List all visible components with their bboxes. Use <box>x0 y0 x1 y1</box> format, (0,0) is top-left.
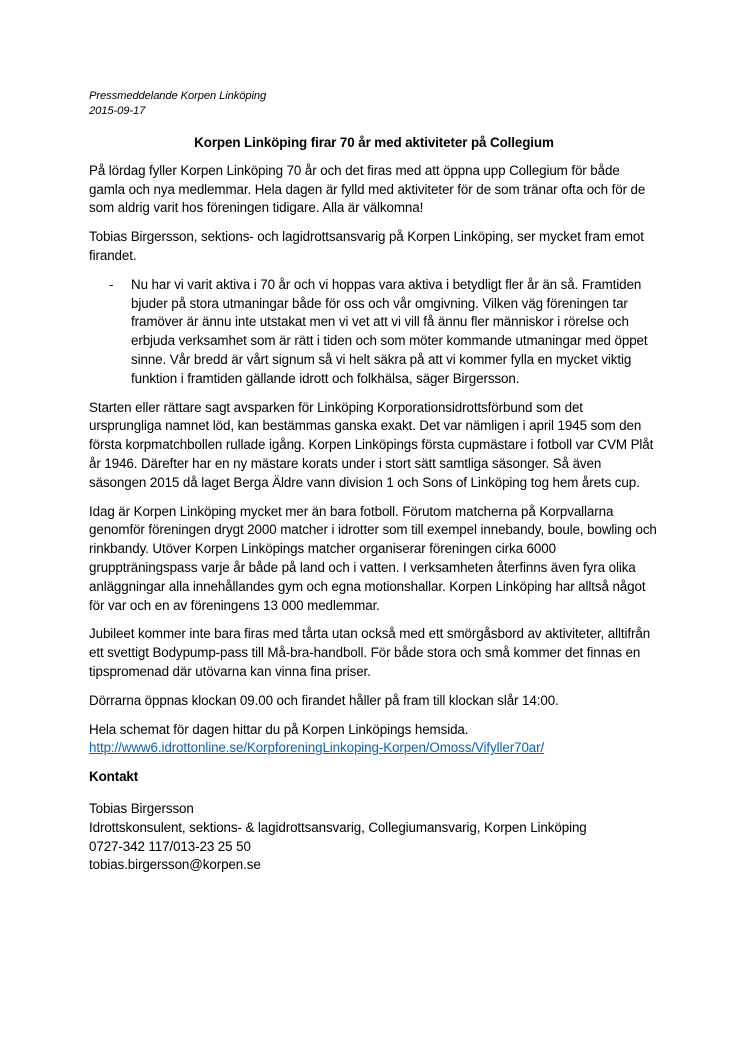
document-body <box>89 89 659 875</box>
intro-paragraph: På lördag fyller Korpen Linköping 70 år och det firas med att öppna upp Collegium för både gamla och nya medlemmar. Hela dagen är fylld med aktiviteter för de som tränar ofta och för de som aldrig varit hos föreningen tidigare. Alla är välkomna! <box>89 162 646 216</box>
quote-block <box>89 276 659 389</box>
press-release-label: Pressmeddelande Korpen Linköping <box>89 90 267 102</box>
contact-role: Idrottskonsulent, sektions- & lagidrottsansvarig, Collegiumansvarig, Korpen Linköping <box>89 819 587 835</box>
contact-block <box>89 800 659 875</box>
history-paragraph: Starten eller rättare sagt avsparken för Linköping Korporationsidrottsförbund som det ursprungliga namnet löd, kan bestämmas ganska exakt. Det var nämligen i april 1945 som den första korpmatchbollen rullade igång. Korpen Linköpings första cupmästare i fotboll var CVM Plåt år 1946. Därefter har en ny mästare korats under i stort sätt samtliga säsonger. Så även säsongen 2015 då laget Berga Äldre vann division 1 och Sons of Linköping tog hem årets cup. <box>89 399 654 490</box>
today-paragraph: Idag är Korpen Linköping mycket mer än bara fotboll. Förutom matcherna på Korpvallarna genomför föreningen drygt 2000 matcher i idrotter som till exempel innebandy, boule, bowling och rinkbandy. Utöver Korpen Linköpings matcher organiserar föreningen cirka 6000 gruppträningspass varje år både på land och i vatten. I verksamheten återfinns även fyra olika anläggningar alla innehållandes gym och egna motionshallar. Korpen Linköping har alltså något för var och en av föreningens 13 000 medlemmar. <box>89 503 657 613</box>
lead-paragraph: Tobias Birgersson, sektions- och lagidrottsansvarig på Korpen Linköping, ser mycket fram emot firandet. <box>89 229 644 263</box>
quote-text: Nu har vi varit aktiva i 70 år och vi hoppas vara aktiva i betydligt fler år än så. Framtiden bjuder på stora utmaningar både för oss och vår omgivning. Vilken väg föreningen tar framöver är ännu inte utstakat men vi vet att vi vill få ännu fler människor i rörelse och erbjuda verksamhet som är rätt i tiden och som möter kommande utmaningar med öppet sinne. Vår bredd är vårt signum så vi helt säkra på att vi kommer fylla en mycket viktig funktion i framtiden gällande idrott och folkhälsa, säger Birgersson. <box>131 276 648 386</box>
schedule-paragraph <box>89 721 659 759</box>
contact-heading: Kontakt <box>89 769 139 785</box>
jubilee-paragraph: Jubileet kommer inte bara firas med tårta utan också med ett smörgåsbord av aktiviteter, alltifrån ett svettigt Bodypump-pass till Må-bra-handboll. För både stora och små kommer det finnas en tipspromenad där utövarna kan vinna fina priser. <box>89 626 651 679</box>
press-release-header <box>89 89 659 119</box>
contact-email[interactable]: tobias.birgersson@korpen.se <box>89 857 261 873</box>
schedule-link[interactable]: http://www6.idrottonline.se/KorpforeningLinkoping-Korpen/Omoss/Vifyller70ar/ <box>89 740 545 756</box>
quote-dash-marker: - <box>109 276 114 292</box>
contact-name: Tobias Birgersson <box>89 800 194 816</box>
opening-hours-paragraph: Dörrarna öppnas klockan 09.00 och firandet håller på fram till klockan slår 14:00. <box>89 692 559 708</box>
document-title: Korpen Linköping firar 70 år med aktiviteter på Collegium <box>194 135 554 150</box>
contact-phone: 0727-342 117/013-23 25 50 <box>89 838 251 854</box>
schedule-text: Hela schemat för dagen hittar du på Korpen Linköpings hemsida. <box>89 721 469 737</box>
press-release-date: 2015-09-17 <box>89 105 146 117</box>
